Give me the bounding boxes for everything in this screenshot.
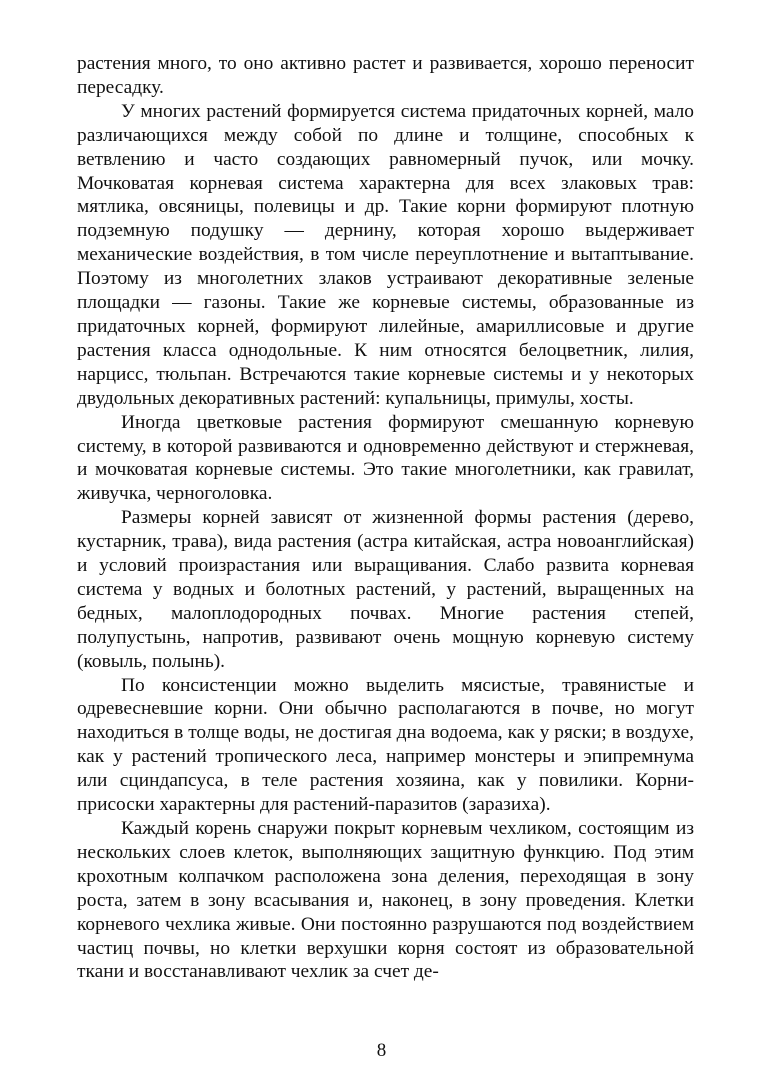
- paragraph-mixed-root-system: Иногда цветковые растения формируют смешанную корневую систему, в которой развиваются и одновременно действуют и стержневая, и мочковатая корневые системы. Это такие многолетники, как гравилат, живучка, черноголовка.: [77, 411, 694, 505]
- paragraph-continuation: растения много, то оно активно растет и развивается, хорошо переносит пересадку.: [77, 53, 694, 98]
- paragraph-root-sizes: Размеры корней зависят от жизненной формы растения (дерево, кустарник, трава), вида растения (астра китайская, астра новоанглийская) и условий произрастания или выращивания. Слабо развита корневая система у водных и болотных растений, у растений, выращенных на бедных, малоплодородных почвах. Многие растения степей, полупустынь, напротив, развивают очень мощную корневую систему (ковыль, полынь).: [77, 507, 694, 672]
- paragraph-root-consistency: По консистенции можно выделить мясистые, травянистые и одревесневшие корни. Они обычно располагаются в почве, но могут находиться в толще воды, не достигая дна водоема, как у ряски; в воздухе, как у растений тропического леса, например монстеры и эпипремнума или сциндапсуса, в теле растения хозяина, как у повилики. Корни-присоски характерны для растений-паразитов (заразиха).: [77, 674, 694, 816]
- paragraph-adventitious-roots: У многих растений формируется система придаточных корней, мало различающихся между собой по длине и толщине, способных к ветвлению и часто создающих равномерный пучок, или мочку. Мочковатая корневая система характерна для всех злаковых трав: мятлика, овсяницы, полевицы и др. Такие корни формируют плотную подземную подушку — дернину, которая хорошо выдерживает механические воздействия, в том числе переуплотнение и вытаптывание. Поэтому из многолетних злаков устраивают декоративные зеленые площадки — газоны. Такие же корневые системы, образованные из придаточных корней, формируют лилейные, амариллисовые и другие растения класса однодольные. К ним относятся белоцветник, лилия, нарцисс, тюльпан. Встречаются такие корневые системы и у некоторых двудольных декоративных растений: купальницы, примулы, хосты.: [77, 100, 694, 409]
- body-text: [77, 52, 694, 984]
- page-number: 8: [376, 1040, 387, 1061]
- paragraph-root-cap: Каждый корень снаружи покрыт корневым чехликом, состоящим из нескольких слоев клеток, выполняющих защитную функцию. Под этим крохотным колпачком расположена зона деления, переходящая в зону роста, затем в зону всасывания и, наконец, в зону проведения. Клетки корневого чехлика живые. Они постоянно разрушаются под воздействием частиц почвы, но клетки верхушки корня состоят из образовательной ткани и восстанавливают чехлик за счет де-: [77, 818, 694, 983]
